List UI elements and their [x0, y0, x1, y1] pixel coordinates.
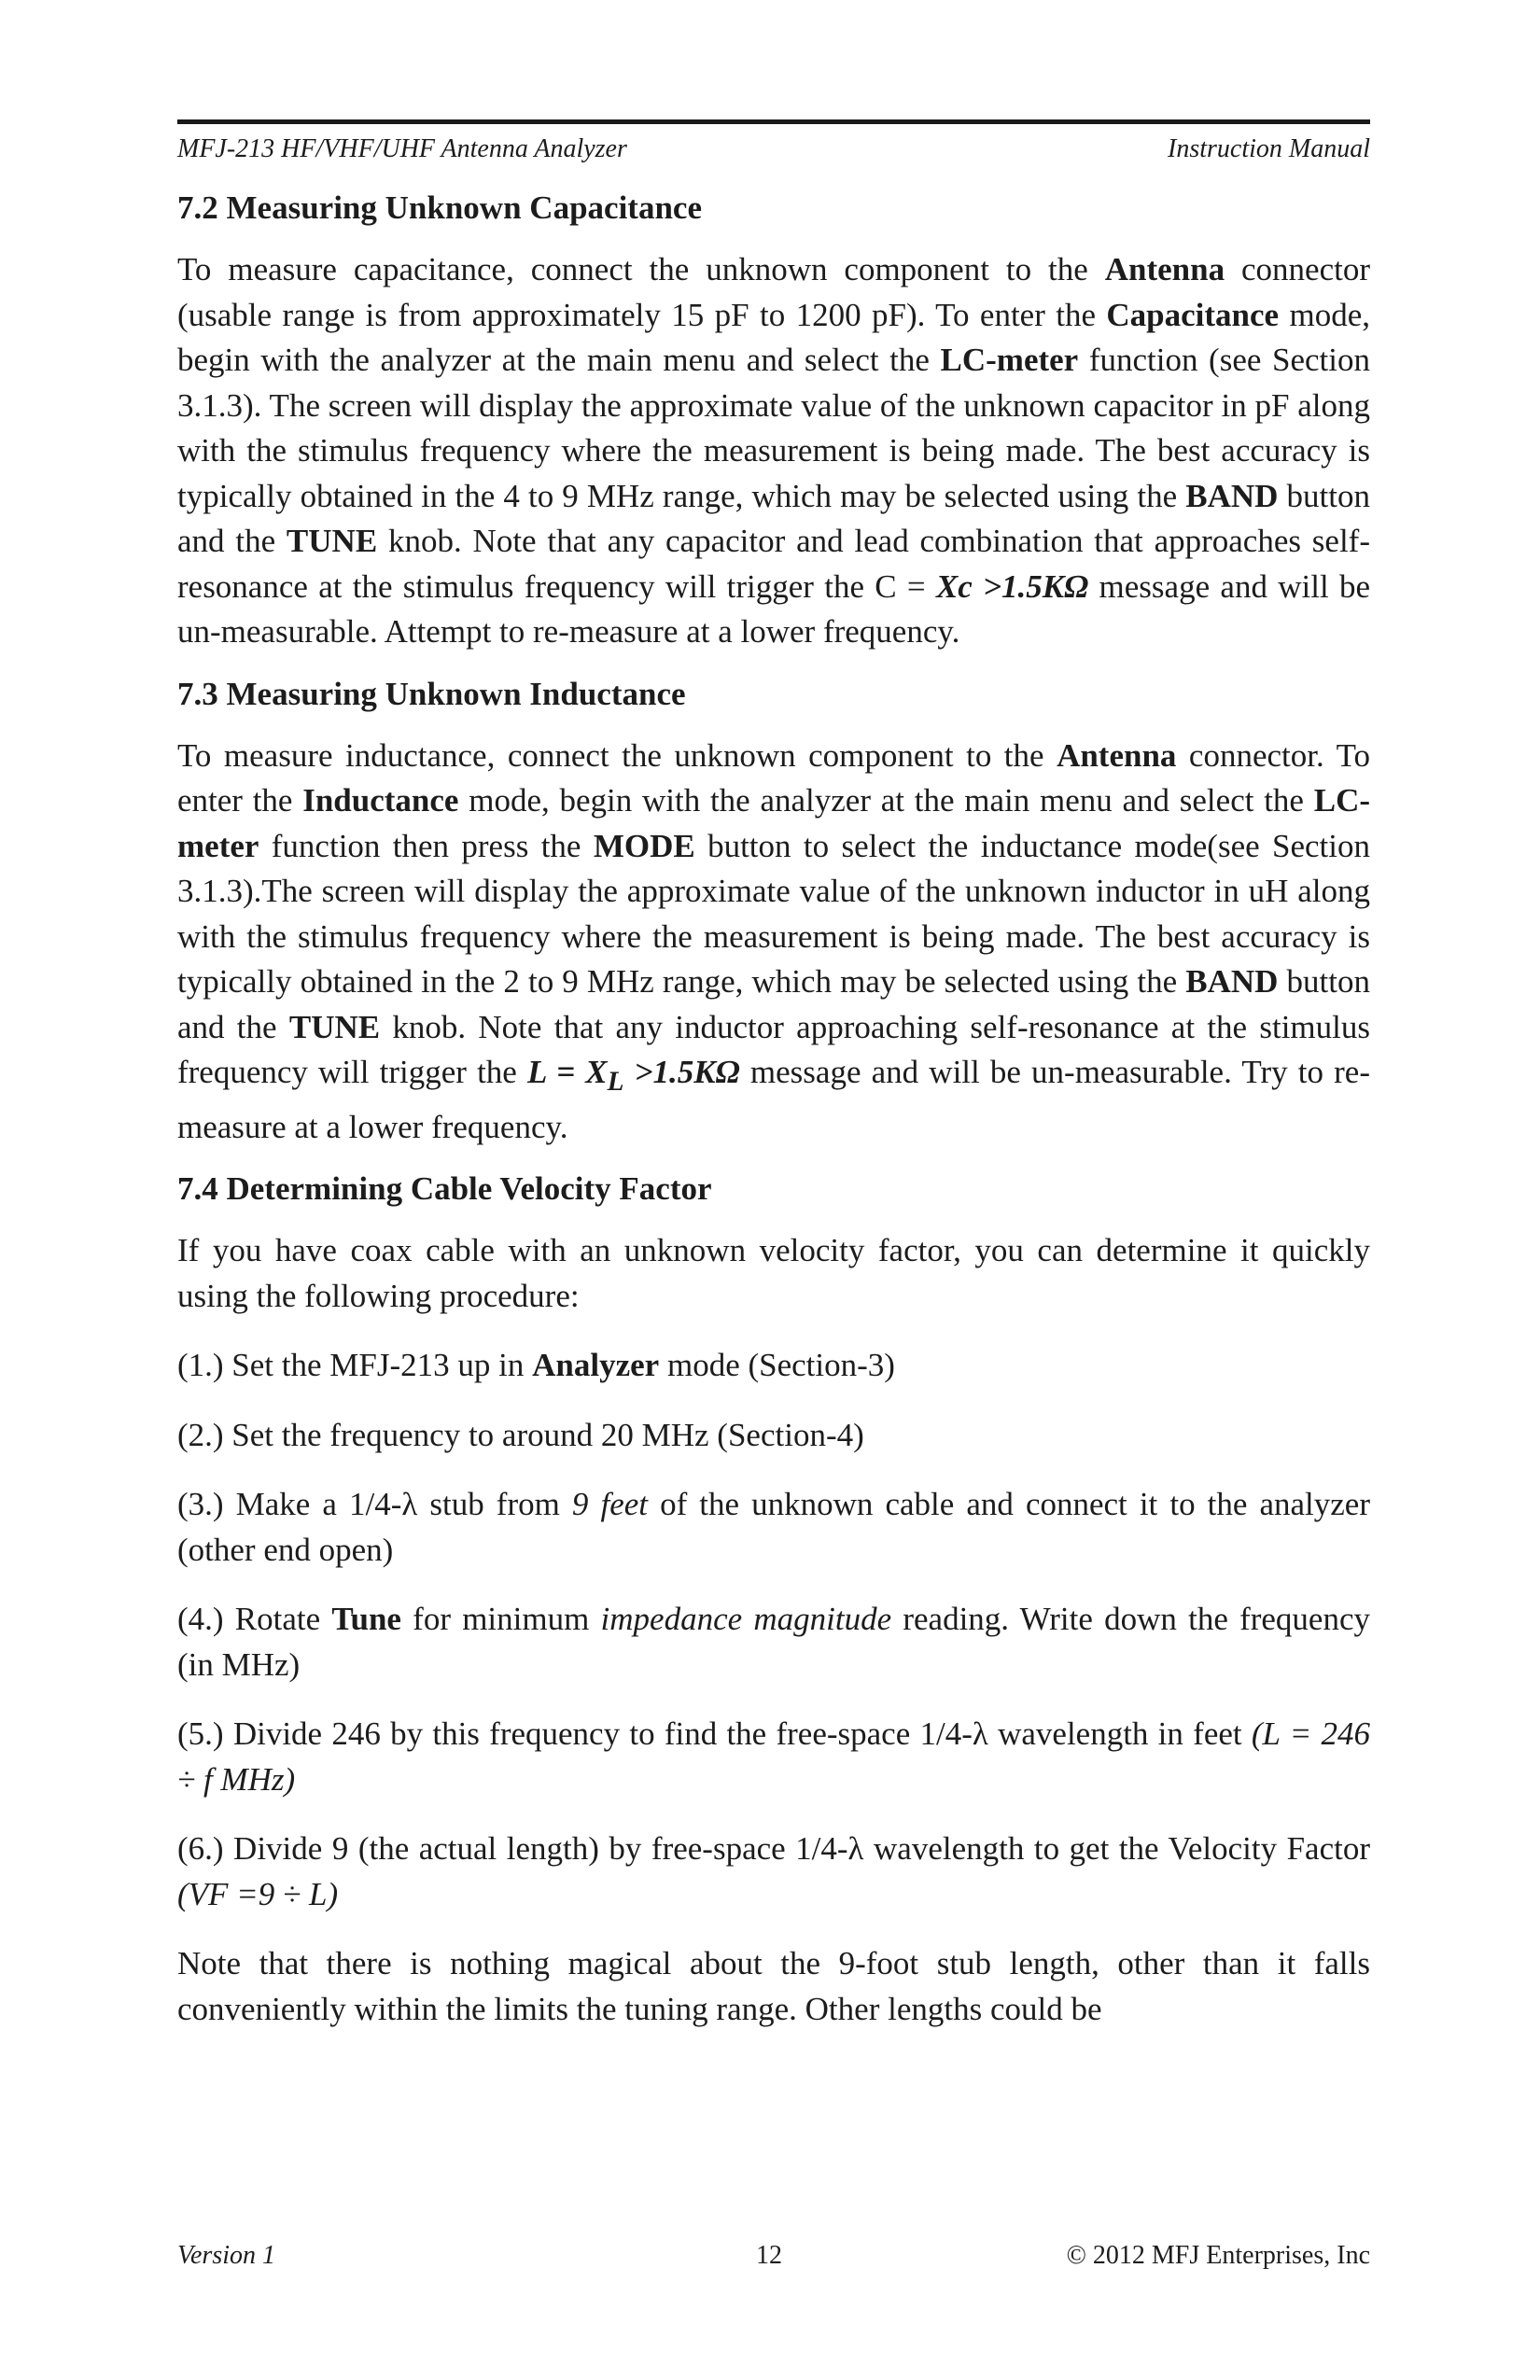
section-7-3-paragraph: To measure inductance, connect the unknown component to the Antenna connector. To enter the Inductance mode, begin with the analyzer at the main menu and select the LC-meter function then press the MODE button to select the inductance mode(see Section 3.1.3).The screen will display the approximate value of the unknown inductor in uH along with the stimulus frequency where the measurement is being made. The best accuracy is typically obtained in the 2 to 9 MHz range, which may be selected using the BAND button and the TUNE knob. Note that any inductor approaching self-resonance at the stimulus frequency will trigger the $L = X_L >1.5K\Omega$ message and will be un-measurable. Try to re-measure at a lower frequency. — [177, 736, 1371, 1145]
footer-version: Version 1 — [177, 2241, 275, 2270]
section-7-4-intro: If you have coax cable with an unknown velocity factor, you can determine it quickly using the following procedure: — [177, 1232, 1370, 1314]
section-7-4-heading: 7.4 Determining Cable Velocity Factor — [177, 1170, 712, 1207]
procedure-step-5: (5.) Divide 246 by this frequency to find the free-space 1/4-λ wavelength in feet (L = 246 ÷ f MHz) — [177, 1715, 1370, 1798]
section-7-3-heading: 7.3 Measuring Unknown Inductance — [177, 675, 686, 712]
header-manual-label: Instruction Manual — [1168, 134, 1370, 163]
header-rule — [177, 119, 1370, 124]
closing-note: Note that there is nothing magical about the 9-foot stub length, other than it falls conveniently within the limits the tuning range. Other lengths could be — [177, 1945, 1370, 2027]
page-header — [177, 133, 1370, 165]
section-7-2-heading: 7.2 Measuring Unknown Capacitance — [177, 189, 702, 226]
procedure-step-3: (3.) Make a 1/4-λ stub from 9 feet of the unknown cable and connect it to the analyzer (other end open) — [177, 1486, 1370, 1568]
procedure-step-4: (4.) Rotate Tune for minimum impedance magnitude reading. Write down the frequency (in MHz) — [177, 1601, 1370, 1683]
page-footer — [177, 2240, 1370, 2272]
procedure-step-1: (1.) Set the MFJ-213 up in Analyzer mode (Section-3) — [177, 1347, 895, 1383]
manual-page — [177, 119, 1370, 2032]
section-7-2-paragraph: To measure capacitance, connect the unknown component to the Antenna connector (usable range is from approximately 15 pF to 1200 pF). To enter the Capacitance mode, begin with the analyzer at the main menu and select the LC-meter function (see Section 3.1.3). The screen will display the approximate value of the unknown capacitor in pF along with the stimulus frequency where the measurement is being made. The best accuracy is typically obtained in the 4 to 9 MHz range, which may be selected using the BAND button and the TUNE knob. Note that any capacitor and lead combination that approaches self-resonance at the stimulus frequency will trigger the C = Xc >1.5KΩ message and will be un-measurable. Attempt to re-measure at a lower frequency. — [177, 251, 1371, 650]
footer-copyright: © 2012 MFJ Enterprises, Inc — [1066, 2241, 1370, 2270]
header-title: MFJ-213 HF/VHF/UHF Antenna Analyzer — [177, 134, 627, 163]
procedure-step-2: (2.) Set the frequency to around 20 MHz (Section-4) — [177, 1416, 864, 1453]
footer-page-number: 12 — [756, 2241, 782, 2270]
procedure-step-6: (6.) Divide 9 (the actual length) by free-space 1/4-λ wavelength to get the Velocity Factor (VF =9 ÷ L) — [177, 1830, 1370, 1912]
